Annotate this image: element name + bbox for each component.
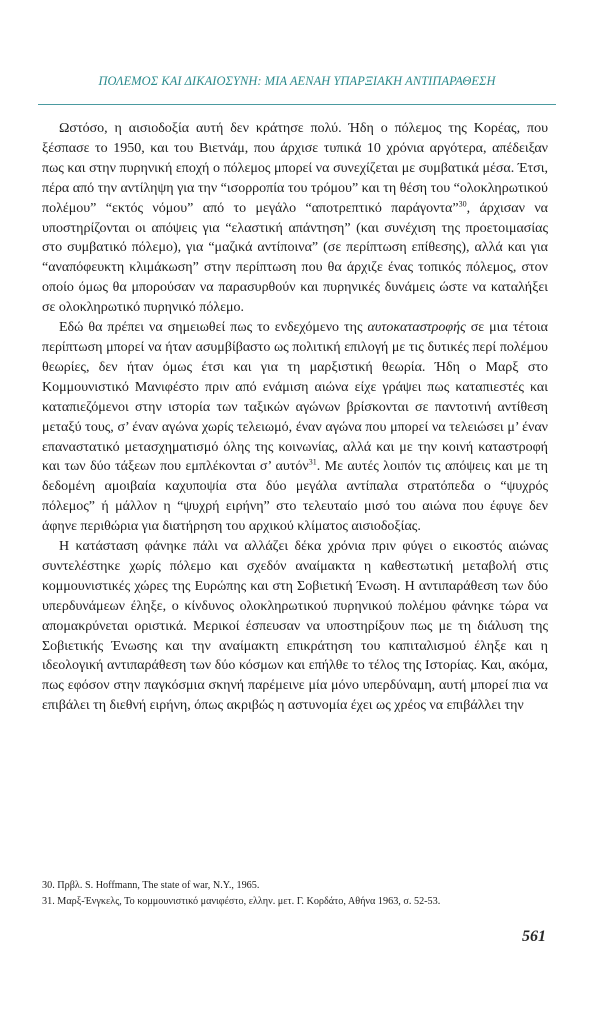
- paragraph-1-text-cont: , άρχισαν να υποστηρίζονται οι απόψεις για “ελαστική απάντηση” (και συνέχιση της προετοιμασίας στο συμβατικό πόλεμο), για “μαζικά αντίποινα” (σε περίπτωση επίθεσης), αλλά και για “αναπόφευκτη κλιμάκωση” στην περίπτωση που θα άρχιζε ένας τοπικός πόλεμος, στον οποίο όμως θα μπορούσαν να παρασυρθούν και πυρηνικές δυνάμεις ώστε να καταλήξει σε ολοκληρωτικό πυρηνικό πόλεμο.: [42, 200, 548, 316]
- footnote-ref-31[interactable]: 31: [308, 457, 317, 467]
- footnote-ref-30[interactable]: 30: [458, 198, 467, 208]
- running-head: ΠΟΛΕΜΟΣ ΚΑΙ ΔΙΚΑΙΟΣΥΝΗ: ΜΙΑ ΑΕΝΑΗ ΥΠΑΡΞΙΑΚΗ ΑΝΤΙΠΑΡΑΘΕΣΗ: [98, 74, 496, 88]
- paragraph-3: Η κατάσταση φάνηκε πάλι να αλλάζει δέκα χρόνια πριν φύγει ο εικοστός αιώνας συντελέστηκε χωρίς πόλεμο και σχεδόν αναίμακτα η καθεστωτική μεταβολή στις κομμουνιστικές χώρες της Ευρώπης και στη Σοβιετική Ένωση. Η αντιπαράθεση των δύο υπερδυνάμεων έληξε, ο κίνδυνος ολοκληρωτικού πυρηνικού πολέμου φάνηκε τώρα να απομακρύνεται οριστικά. Μερικοί έσπευσαν να υποστηρίξουν πως με τη διάλυση της Σοβιετικής Ένωσης και την αναίμακτη επικράτηση του καπιταλισμού έληξε και η ιδεολογική αντιπαράθεση των δύο κόσμων και επήλθε το τέλος της Ιστορίας. Και, ακόμα, πως εφόσον στην παγκόσμια σκηνή παρέμεινε μία μόνο υπερδύναμη, αυτή μπορεί πια να επιβάλει τη διεθνή ειρήνη, όπως ακριβώς η αστυνομία έχει ως χρέος να επιβάλλει την: [42, 539, 548, 714]
- footnote-31: 31. Μαρξ-Ένγκελς, Το κομμουνιστικό μανιφέστο, ελλην. μετ. Γ. Κορδάτο, Αθήνα 1963, σ. 52-53.: [42, 896, 441, 907]
- main-text: [42, 119, 548, 716]
- paragraph-2-text-cont: σε μια τέτοια περίπτωση μπορεί να ήταν ασυμβίβαστο ως πολιτική επιλογή με τις δυτικές περί πολέμου θεωρίες, δεν ήταν όμως έτσι και για τη μαρξιστική θεωρία. Ήδη ο Μαρξ στο Κομμουνιστικό Μανιφέστο πριν από ενάμιση αιώνα είχε γράψει πως καταπιεστές και καταπιεζόμενοι στην ιστορία των ταξικών αγώνων βρίσκονται σε παντοτινή αντίθεση μεταξύ τους, σ’ έναν αγώνα χωρίς τελειωμό, έναν αγώνα που μπορεί να τελειώσει μ’ έναν επαναστατικό μετασχηματισμό όλης της κοινωνίας, αλλά και με την κοινή καταστροφή και των δύο τάξεων που εμπλέκονται σ’ αυτόν: [42, 320, 549, 475]
- paragraph-2-text-end: . Με αυτές λοιπόν τις απόψεις και με τη δεδομένη αμοιβαία καχυποψία στα δύο μεγάλα αντίπαλα στρατόπεδα ο “ψυχρός πόλεμος” ή μάλλον η “ψυχρή ειρήνη” στο τελευταίο μισό του αιώνα που έφυγε δεν άφηνε περιθώρια για διατήρηση του αρχικού κλίματος αισιοδοξίας.: [42, 459, 548, 535]
- page-number: 561: [522, 928, 546, 945]
- paragraph-2-text: Εδώ θα πρέπει να σημειωθεί πως το ενδεχόμενο της: [59, 320, 368, 336]
- paragraph-1: [42, 119, 548, 318]
- emphasis-term: αυτοκαταστροφής: [367, 320, 466, 336]
- header-rule: [38, 104, 556, 105]
- footnote-30: 30. Πρβλ. S. Hoffmann, The state of war, N.Y., 1965.: [42, 880, 260, 891]
- paragraph-1-text: Ωστόσο, η αισιοδοξία αυτή δεν κράτησε πολύ. Ήδη ο πόλεμος της Κορέας, που ξέσπασε το 1950, και του Βιετνάμ, που άρχισε τυπικά 10 χρόνια αργότερα, απέδειξαν πως και στην πυρηνική εποχή ο πόλεμος μπορεί να συνεχίζεται με συμβατικά μέσα. Έτσι, πέρα από την αντίληψη για την “ισορροπία του τρόμου” και τη θέση του “ολοκληρωτικού πολέμου” “εκτός νόμου” από το μεγάλο “αποτρεπτικό παράγοντα”: [42, 121, 548, 216]
- footnotes: [42, 878, 548, 910]
- paragraph-2: [42, 318, 548, 537]
